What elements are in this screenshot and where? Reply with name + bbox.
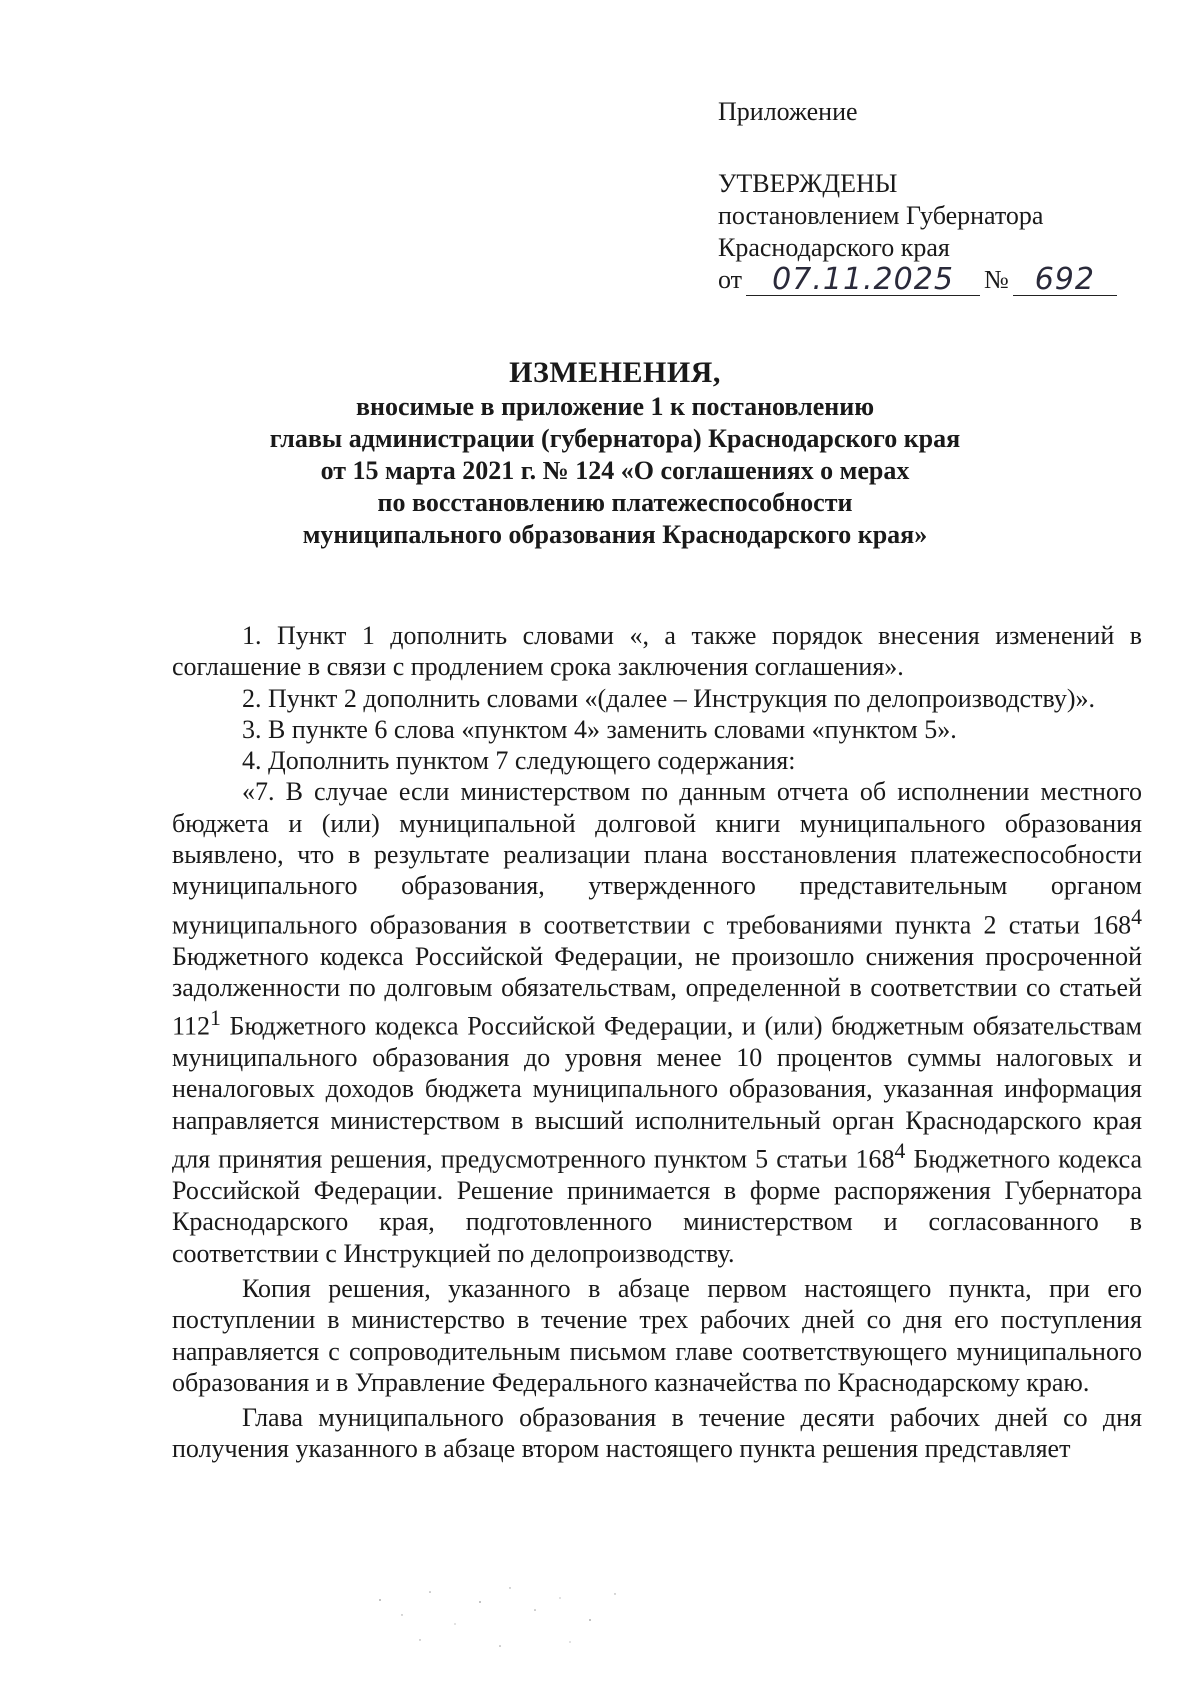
paragraph-4: 4. Дополнить пунктом 7 следующего содержания: xyxy=(242,746,796,776)
paragraph-5-text: Бюджетного кодекса Российской Федерации. Решение принимается в форме распоряжения Губернатора Краснодарского края, подготовленного министерством и согласованного в соответствии с Инструкцией по делопроизводству. xyxy=(172,1144,1142,1268)
paragraph-5-text: Бюджетного кодекса Российской Федерации, и (или) бюджетным обязательствам муниципального образования до уровня менее 10 процентов суммы налоговых и неналоговых доходов бюджета муниципального образования, указанная информация направляется министерством в высший исполнительный орган Краснодарского края для принятия решения, предусмотренного пунктом 5 статьи 168 xyxy=(172,1011,1142,1174)
paragraph-1: 1. Пункт 1 дополнить словами «, а также порядок внесения изменений в соглашение в связи с продлением срока заключения соглашения». xyxy=(172,621,1142,682)
paragraph-5 xyxy=(172,776,1142,1268)
document-heading xyxy=(200,357,1030,551)
approved-by-line: постановлением Губернатора xyxy=(718,201,1044,230)
superscript: 4 xyxy=(1131,904,1142,929)
superscript: 1 xyxy=(210,1006,221,1031)
paragraph-6: Копия решения, указанного в абзаце первом настоящего пункта, при его поступлении в министерство в течение трех рабочих дней со дня его поступления направляется с сопроводительным письмом главе соответствующего муниципального образования и в Управление Федерального казначейства по Краснодарскому краю. xyxy=(172,1273,1142,1397)
handwritten-date: 07.11.2025 xyxy=(746,265,980,296)
paragraph-7: Глава муниципального образования в течение десяти рабочих дней со дня получения указанного в абзаце втором настоящего пункта решения представляет xyxy=(172,1403,1142,1464)
date-prefix: от xyxy=(718,265,743,294)
document-body xyxy=(172,620,1142,1465)
heading-line: главы администрации (губернатора) Краснодарского края xyxy=(269,424,961,453)
heading-line: вносимые в приложение 1 к постановлению xyxy=(355,392,875,421)
appendix-label: Приложение xyxy=(718,97,858,126)
paragraph-5-text: Бюджетного кодекса Российской Федерации, не произошло снижения просроченной задолженности по долговым обязательствам, определенной в соответствии со статьей 112 xyxy=(172,941,1142,1041)
heading-line: по восстановлению платежеспособности xyxy=(377,488,853,517)
paragraph-5-text: «7. В случае если министерством по данным отчета об исполнении местного бюджета и (или) муниципальной долговой книги муниципального образования выявлено, что в результате реализации плана восстановления платежеспособности муниципального образования, утвержденного представительным органом муниципального образования в соответствии с требованиями пункта 2 статьи 168 xyxy=(172,777,1142,940)
paragraph-3: 3. В пункте 6 слова «пунктом 4» заменить словами «пунктом 5». xyxy=(242,714,957,744)
approved-region-line: Краснодарского края xyxy=(718,233,950,262)
date-number-line xyxy=(718,264,1138,296)
approval-block xyxy=(718,96,1138,296)
approved-label: УТВЕРЖДЕНЫ xyxy=(718,169,898,198)
scan-noise xyxy=(360,1580,660,1660)
paragraph-2: 2. Пункт 2 дополнить словами «(далее – Инструкция по делопроизводству)». xyxy=(242,683,1095,713)
number-prefix: № xyxy=(984,265,1009,294)
superscript: 4 xyxy=(894,1139,906,1164)
heading-line: муниципального образования Краснодарского края» xyxy=(302,520,928,549)
heading-line: от 15 марта 2021 г. № 124 «О соглашениях о мерах xyxy=(320,456,910,485)
handwritten-number: 692 xyxy=(1013,265,1117,296)
heading-title: ИЗМЕНЕНИЯ, xyxy=(509,356,721,389)
